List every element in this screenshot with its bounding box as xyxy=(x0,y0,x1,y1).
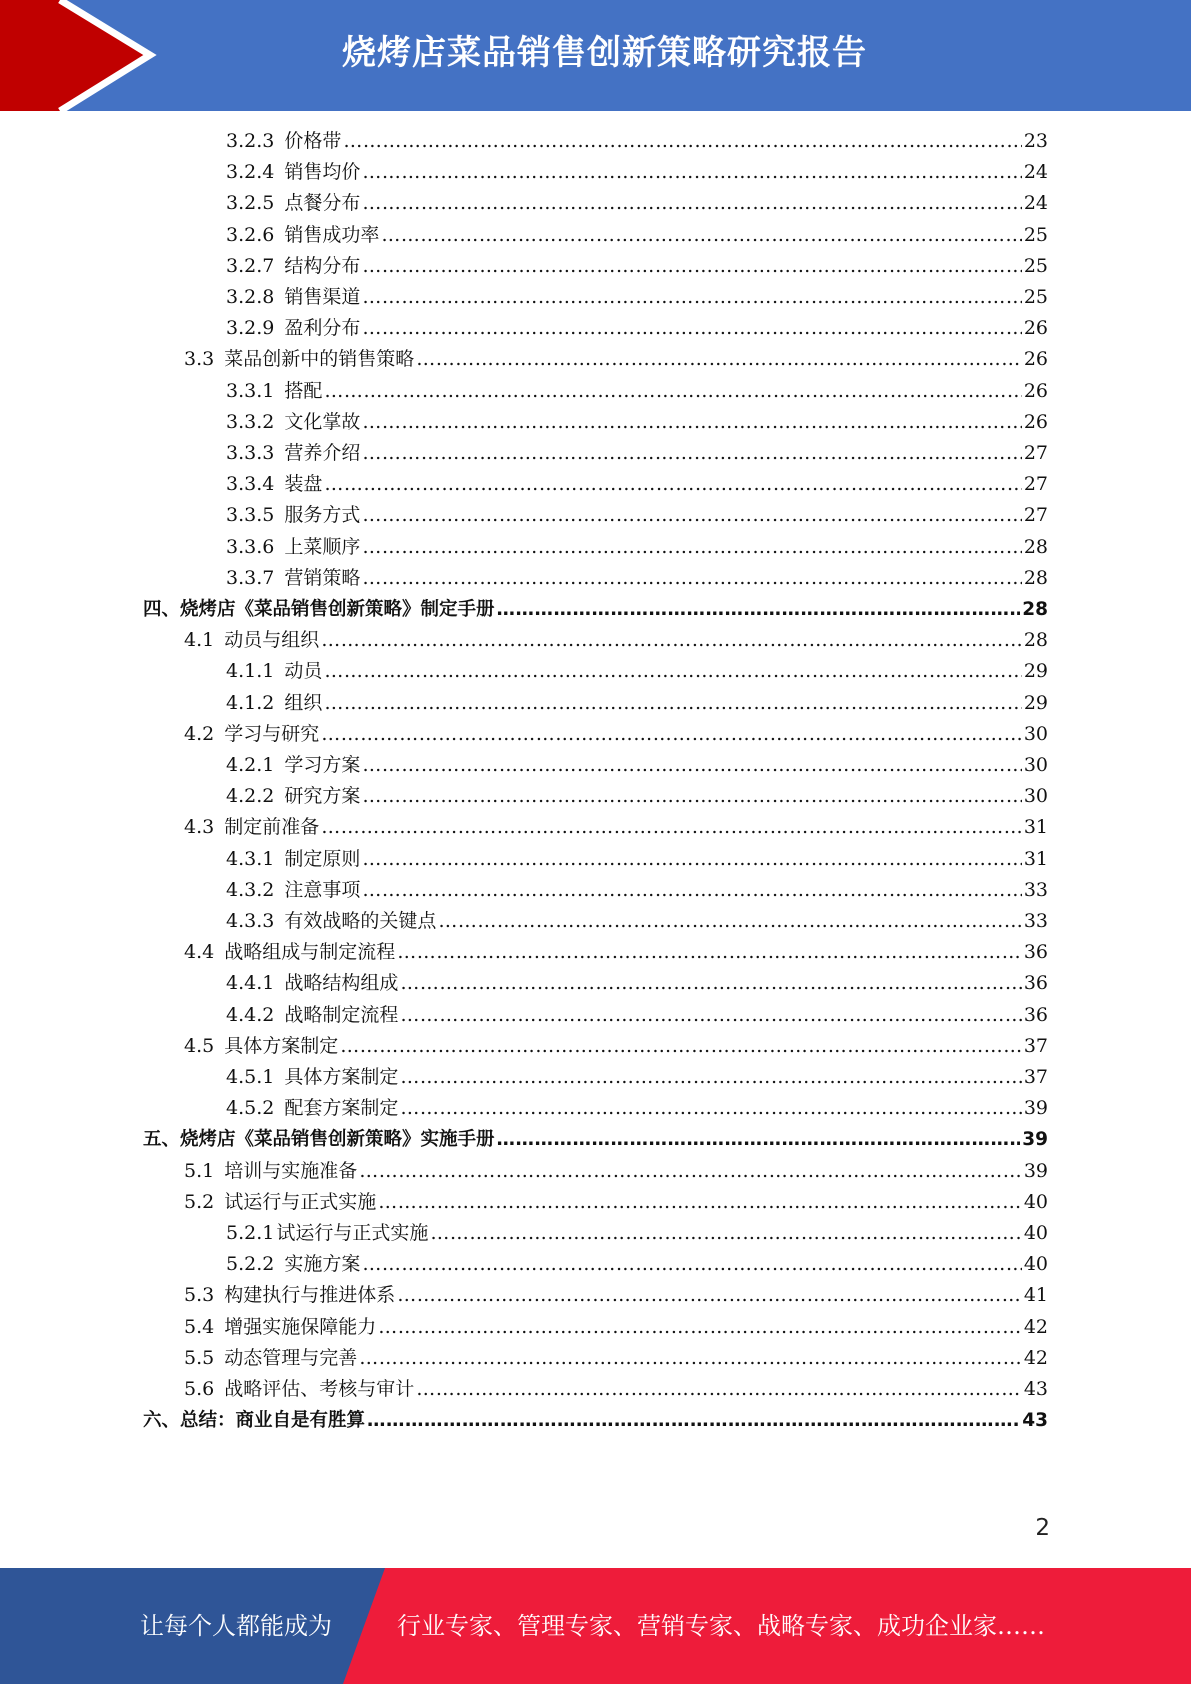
toc-dot-leader xyxy=(438,906,1021,937)
toc-entry-title: 战略组成与制定流程 xyxy=(224,941,396,964)
toc-entry-number: 5.1 xyxy=(184,1159,215,1182)
toc-entry-number: 4.4 xyxy=(184,941,215,964)
toc-entry-title: 服务方式 xyxy=(284,504,361,527)
toc-entry-page: 27 xyxy=(1023,504,1048,527)
toc-entry[interactable] xyxy=(184,1374,1048,1405)
toc-entry-page: 26 xyxy=(1023,410,1048,433)
toc-entry-page: 27 xyxy=(1023,442,1048,464)
toc-entry-title: 有效战略的关键点 xyxy=(284,910,437,932)
toc-entry-title: 实施方案 xyxy=(284,1253,361,1276)
toc-entry-page: 31 xyxy=(1023,816,1048,839)
toc-dot-leader xyxy=(416,1374,1022,1405)
toc-entry-number: 4.5.1 xyxy=(226,1066,275,1088)
toc-entry-page: 33 xyxy=(1023,910,1048,932)
toc-entry[interactable] xyxy=(226,532,1048,563)
toc-dot-leader xyxy=(367,1405,1020,1436)
toc-entry-title: 配套方案制定 xyxy=(284,1097,399,1120)
toc-entry-title: 制定前准备 xyxy=(224,816,320,839)
toc-entry-page: 43 xyxy=(1022,1410,1048,1432)
toc-entry-page: 39 xyxy=(1022,1129,1048,1151)
toc-entry[interactable] xyxy=(226,251,1048,282)
toc-entry-page: 28 xyxy=(1023,535,1048,558)
toc-entry[interactable] xyxy=(226,313,1048,344)
toc-entry-page: 25 xyxy=(1023,254,1048,277)
toc-entry[interactable] xyxy=(184,812,1048,843)
toc-entry-number: 5.2.1 xyxy=(226,1222,275,1244)
toc-entry-title: 烧烤店《菜品销售创新策略》实施手册 xyxy=(180,1129,495,1151)
toc-entry-number: 5.4 xyxy=(184,1315,215,1338)
toc-entry-number: 4.5.2 xyxy=(226,1097,275,1120)
toc-entry-page: 36 xyxy=(1023,1003,1048,1026)
toc-entry-title: 烧烤店《菜品销售创新策略》制定手册 xyxy=(180,599,495,620)
toc-entry-title: 点餐分布 xyxy=(284,192,361,215)
toc-entry-title: 动员与组织 xyxy=(224,629,320,652)
toc-entry[interactable] xyxy=(226,376,1048,407)
toc-entry-title: 动态管理与完善 xyxy=(224,1346,358,1369)
toc-dot-leader xyxy=(340,1031,1022,1062)
toc-entry[interactable] xyxy=(184,1343,1048,1374)
toc-entry-title: 学习方案 xyxy=(284,754,361,776)
toc-dot-leader xyxy=(497,1124,1021,1155)
toc-entry-page: 30 xyxy=(1023,754,1048,776)
toc-entry-title: 战略评估、考核与审计 xyxy=(224,1378,415,1400)
toc-dot-leader xyxy=(362,750,1021,781)
footer-slogan: 让每个人都能成为 xyxy=(140,1612,332,1640)
toc-entry-page: 40 xyxy=(1023,1253,1048,1276)
toc-dot-leader xyxy=(324,688,1021,719)
toc-entry-title: 战略制定流程 xyxy=(284,1003,399,1026)
toc-entry-title: 装盘 xyxy=(284,473,323,496)
toc-entry[interactable] xyxy=(226,1249,1048,1280)
toc-entry-number: 3.2.8 xyxy=(226,286,275,308)
toc-entry-title: 销售成功率 xyxy=(284,223,380,246)
toc-dot-leader xyxy=(430,1218,1021,1249)
toc-entry-number: 3.2.5 xyxy=(226,192,275,215)
toc-entry-page: 31 xyxy=(1023,847,1048,870)
toc-dot-leader xyxy=(362,188,1021,219)
toc-dot-leader xyxy=(321,719,1022,750)
toc-dot-leader xyxy=(400,1062,1021,1093)
toc-entry-page: 26 xyxy=(1023,317,1048,340)
toc-dot-leader xyxy=(324,656,1021,687)
toc-entry-number: 3.2.7 xyxy=(226,254,275,277)
toc-entry-title: 盈利分布 xyxy=(284,317,361,340)
toc-entry-number: 4.4.1 xyxy=(226,972,275,995)
toc-entry-title: 试运行与正式实施 xyxy=(224,1190,377,1213)
toc-entry[interactable] xyxy=(226,282,1048,313)
toc-entry[interactable] xyxy=(226,220,1048,251)
toc-dot-leader xyxy=(416,344,1022,375)
toc-entry-page: 36 xyxy=(1023,972,1048,995)
toc-entry-page: 26 xyxy=(1023,348,1048,371)
toc-entry-title: 构建执行与推进体系 xyxy=(224,1284,396,1307)
toc-entry-number: 3.2.3 xyxy=(226,130,275,152)
toc-entry-page: 28 xyxy=(1023,629,1048,652)
toc-entry-number: 3.3.4 xyxy=(226,473,275,496)
toc-entry-number: 4.3.2 xyxy=(226,878,275,901)
toc-dot-leader xyxy=(362,844,1021,875)
page-number: 2 xyxy=(1035,1515,1050,1541)
toc-dot-leader xyxy=(362,500,1021,531)
toc-entry-title: 研究方案 xyxy=(284,785,361,808)
toc-entry[interactable] xyxy=(226,968,1048,999)
toc-entry-number: 5.2.2 xyxy=(226,1253,275,1276)
toc-entry-number: 3.3.1 xyxy=(226,379,275,402)
toc-entry-number: 5.6 xyxy=(184,1378,215,1400)
toc-entry-page: 25 xyxy=(1023,286,1048,308)
toc-entry-page: 30 xyxy=(1023,722,1048,745)
toc-entry-number: 5.2 xyxy=(184,1190,215,1213)
toc-entry[interactable] xyxy=(226,500,1048,531)
toc-dot-leader xyxy=(324,469,1021,500)
toc-entry[interactable] xyxy=(226,563,1048,594)
document-title: 烧烤店菜品销售创新策略研究报告 xyxy=(342,33,867,73)
toc-entry[interactable] xyxy=(143,1124,1048,1155)
toc-entry-page: 30 xyxy=(1023,785,1048,808)
toc-entry[interactable] xyxy=(226,1093,1048,1124)
toc-entry[interactable] xyxy=(184,1280,1048,1311)
toc-dot-leader xyxy=(397,937,1022,968)
page-header xyxy=(0,0,1191,111)
toc-entry-title: 战略结构组成 xyxy=(284,972,399,995)
toc-entry-title: 增强实施保障能力 xyxy=(224,1315,377,1338)
toc-entry-number: 5.5 xyxy=(184,1346,215,1369)
toc-dot-leader xyxy=(343,126,1021,157)
toc-entry-number: 3.2.6 xyxy=(226,223,275,246)
toc-entry[interactable] xyxy=(226,126,1048,157)
toc-entry-title: 营销策略 xyxy=(284,566,361,589)
toc-dot-leader xyxy=(400,1093,1021,1124)
toc-entry-title: 具体方案制定 xyxy=(224,1034,339,1057)
toc-entry[interactable] xyxy=(226,1000,1048,1031)
toc-dot-leader xyxy=(362,282,1021,313)
toc-entry[interactable] xyxy=(226,750,1048,781)
toc-entry[interactable] xyxy=(226,1062,1048,1093)
toc-entry[interactable] xyxy=(226,469,1048,500)
toc-entry[interactable] xyxy=(184,937,1048,968)
toc-entry-page: 29 xyxy=(1023,660,1048,683)
toc-entry-number: 4.2.1 xyxy=(226,754,275,776)
toc-entry-page: 27 xyxy=(1023,473,1048,496)
toc-entry-number: 4.3.3 xyxy=(226,910,275,932)
toc-entry-page: 33 xyxy=(1023,878,1048,901)
toc-entry-page: 37 xyxy=(1023,1066,1048,1088)
toc-dot-leader xyxy=(362,251,1021,282)
toc-dot-leader xyxy=(381,220,1021,251)
toc-entry-number: 3.3 xyxy=(184,348,215,371)
toc-dot-leader xyxy=(362,781,1021,812)
toc-entry-number: 3.3.7 xyxy=(226,566,275,589)
toc-entry[interactable] xyxy=(184,344,1048,375)
toc-entry-page: 42 xyxy=(1023,1346,1048,1369)
toc-entry[interactable] xyxy=(184,719,1048,750)
toc-entry-number: 4.3 xyxy=(184,816,215,839)
toc-entry-page: 40 xyxy=(1023,1222,1048,1244)
toc-entry[interactable] xyxy=(226,157,1048,188)
toc-entry-number: 3.3.3 xyxy=(226,442,275,464)
toc-dot-leader xyxy=(362,313,1021,344)
toc-entry-page: 23 xyxy=(1023,130,1048,152)
toc-dot-leader xyxy=(362,157,1021,188)
toc-entry-title: 菜品创新中的销售策略 xyxy=(224,348,415,371)
toc-entry-number: 4.1.1 xyxy=(226,660,275,683)
toc-entry-number: 3.3.2 xyxy=(226,410,275,433)
toc-entry-title: 销售渠道 xyxy=(284,286,361,308)
toc-entry-number: 4.3.1 xyxy=(226,847,275,870)
toc-entry[interactable] xyxy=(184,1031,1048,1062)
toc-entry-page: 39 xyxy=(1023,1159,1048,1182)
toc-entry-title: 学习与研究 xyxy=(224,722,320,745)
toc-entry[interactable] xyxy=(226,407,1048,438)
toc-entry-page: 41 xyxy=(1023,1284,1048,1307)
toc-entry-page: 40 xyxy=(1023,1190,1048,1213)
toc-dot-leader xyxy=(321,812,1022,843)
toc-entry-page: 28 xyxy=(1022,599,1048,620)
toc-entry-number: 3.2.4 xyxy=(226,161,275,184)
toc-entry-title: 结构分布 xyxy=(284,254,361,277)
toc-entry-number: 3.3.6 xyxy=(226,535,275,558)
toc-entry-page: 42 xyxy=(1023,1315,1048,1338)
toc-entry[interactable] xyxy=(184,1187,1048,1218)
toc-dot-leader xyxy=(497,594,1021,625)
toc-entry-number: 4.1.2 xyxy=(226,691,275,714)
toc-entry-title: 培训与实施准备 xyxy=(224,1159,358,1182)
toc-entry[interactable] xyxy=(226,688,1048,719)
toc-entry[interactable] xyxy=(226,875,1048,906)
toc-entry-title: 上菜顺序 xyxy=(284,535,361,558)
toc-entry-title: 文化掌故 xyxy=(284,410,361,433)
toc-entry-number: 4.4.2 xyxy=(226,1003,275,1026)
toc-dot-leader xyxy=(362,875,1021,906)
toc-entry-number: 3.2.9 xyxy=(226,317,275,340)
toc-entry-page: 37 xyxy=(1023,1034,1048,1057)
toc-entry-title: 总结：商业自是有胜算 xyxy=(180,1410,366,1432)
toc-entry[interactable] xyxy=(226,844,1048,875)
toc-dot-leader xyxy=(321,625,1022,656)
toc-entry-title: 营养介绍 xyxy=(284,442,361,464)
toc-dot-leader xyxy=(400,968,1021,999)
toc-entry-page: 43 xyxy=(1023,1378,1048,1400)
toc-entry-title: 搭配 xyxy=(284,379,323,402)
toc-entry-page: 36 xyxy=(1023,941,1048,964)
toc-entry[interactable] xyxy=(184,625,1048,656)
toc-entry[interactable] xyxy=(184,1312,1048,1343)
toc-entry-number: 4.1 xyxy=(184,629,215,652)
toc-entry-page: 24 xyxy=(1023,192,1048,215)
toc-dot-leader xyxy=(400,1000,1021,1031)
toc-entry-title: 价格带 xyxy=(284,130,342,152)
toc-dot-leader xyxy=(362,407,1021,438)
toc-entry-title: 具体方案制定 xyxy=(284,1066,399,1088)
toc-entry[interactable] xyxy=(184,1156,1048,1187)
toc-entry-page: 26 xyxy=(1023,379,1048,402)
toc-entry-page: 39 xyxy=(1023,1097,1048,1120)
toc-entry[interactable] xyxy=(143,594,1048,625)
toc-entry-number: 4.2.2 xyxy=(226,785,275,808)
toc-entry-page: 25 xyxy=(1023,223,1048,246)
toc-entry[interactable] xyxy=(226,906,1048,937)
toc-entry[interactable] xyxy=(226,188,1048,219)
toc-entry-title: 制定原则 xyxy=(284,847,361,870)
toc-dot-leader xyxy=(362,1249,1021,1280)
toc-dot-leader xyxy=(378,1187,1022,1218)
toc-entry[interactable] xyxy=(226,781,1048,812)
toc-entry-page: 29 xyxy=(1023,691,1048,714)
toc-dot-leader xyxy=(324,376,1021,407)
toc-dot-leader xyxy=(362,438,1021,469)
toc-entry-number: 六、 xyxy=(143,1410,181,1432)
footer-roles: 行业专家、管理专家、营销专家、战略专家、成功企业家…… xyxy=(397,1612,1045,1640)
toc-entry-number: 3.3.5 xyxy=(226,504,275,527)
toc-dot-leader xyxy=(359,1156,1022,1187)
toc-entry-number: 4.2 xyxy=(184,722,215,745)
toc-entry-number: 五、 xyxy=(143,1129,181,1151)
toc-entry-title: 组织 xyxy=(284,691,323,714)
toc-dot-leader xyxy=(362,532,1021,563)
toc-entry-number: 四、 xyxy=(143,599,181,620)
toc-dot-leader xyxy=(397,1280,1022,1311)
toc-entry[interactable] xyxy=(226,438,1048,469)
toc-entry-page: 24 xyxy=(1023,161,1048,184)
toc-dot-leader xyxy=(378,1312,1022,1343)
toc-entry-page: 28 xyxy=(1023,566,1048,589)
toc-dot-leader xyxy=(359,1343,1022,1374)
toc-entry-title: 销售均价 xyxy=(284,161,361,184)
toc-dot-leader xyxy=(362,563,1021,594)
page-footer xyxy=(0,1568,1191,1684)
toc-entry[interactable] xyxy=(143,1405,1048,1436)
toc-entry-title: 注意事项 xyxy=(284,878,361,901)
toc-entry[interactable] xyxy=(226,656,1048,687)
toc-entry[interactable] xyxy=(226,1218,1048,1249)
toc-entry-title: 试运行与正式实施 xyxy=(276,1222,429,1244)
toc-entry-number: 5.3 xyxy=(184,1284,215,1307)
toc-entry-number: 4.5 xyxy=(184,1034,215,1057)
toc-entry-title: 动员 xyxy=(284,660,323,683)
